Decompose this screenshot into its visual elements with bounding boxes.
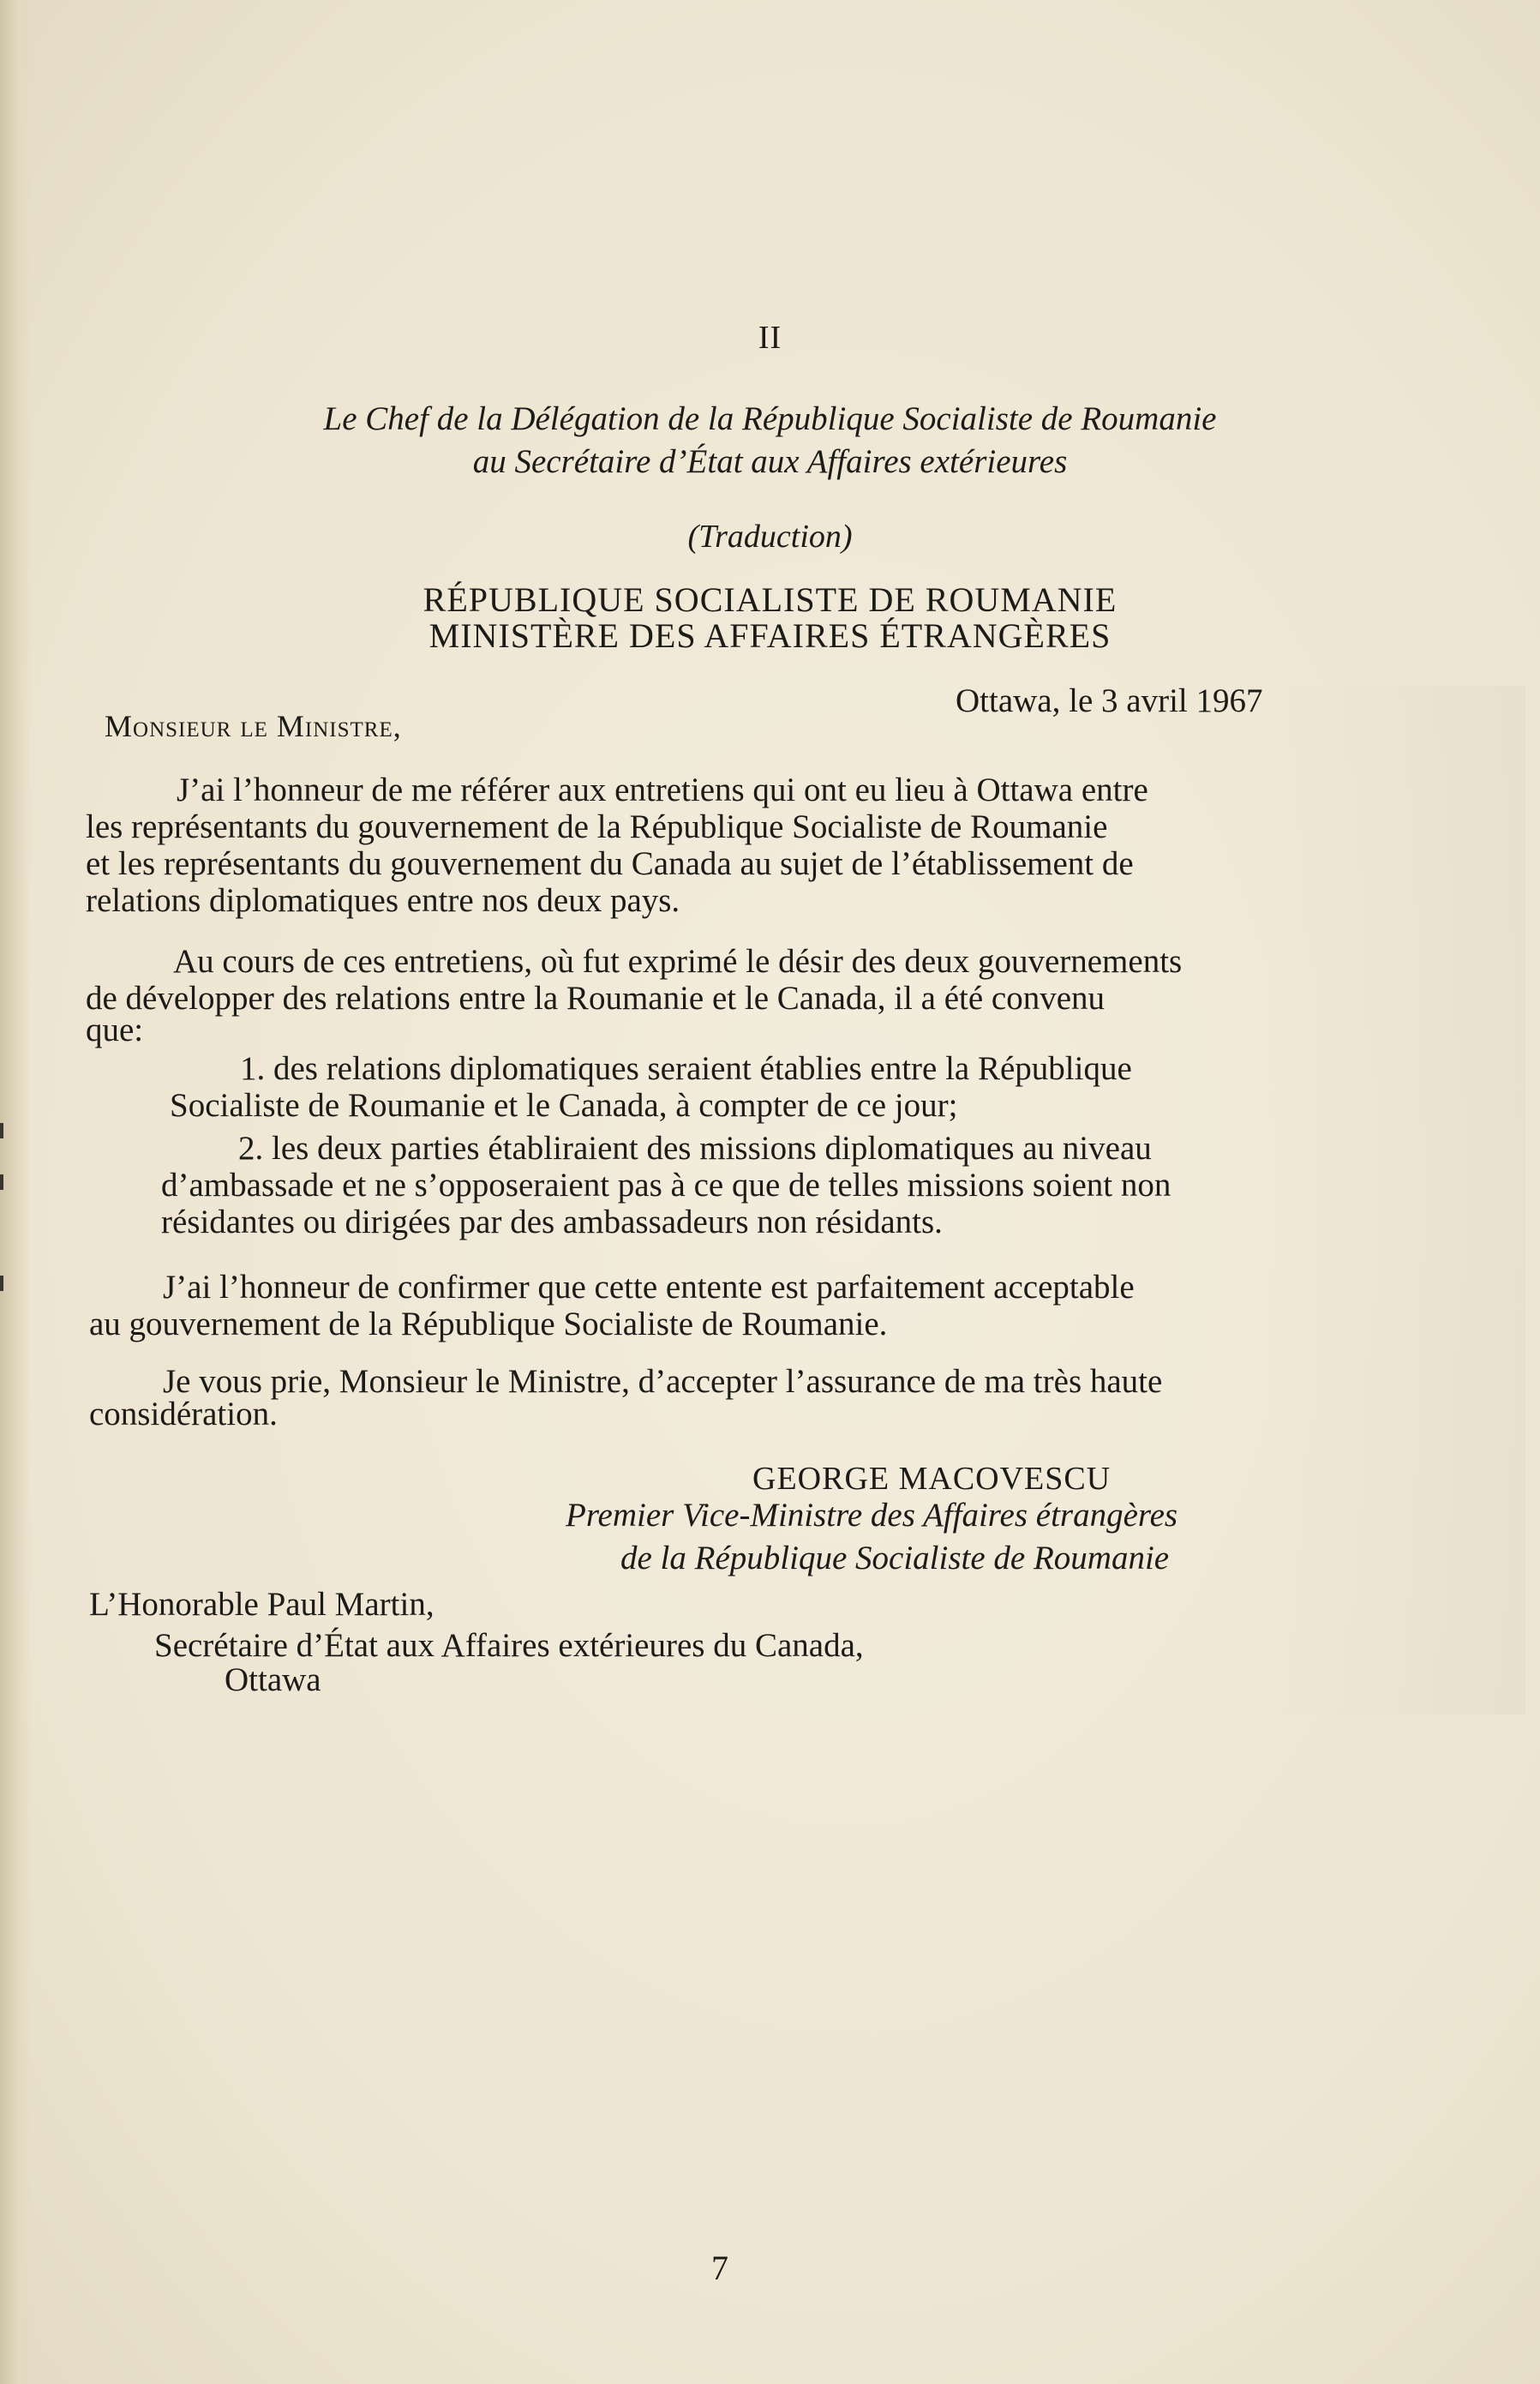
item-1-line-2: Socialiste de Roumanie et le Canada, à compter de ce jour; xyxy=(170,1087,958,1124)
paragraph-2-line-2: de développer des relations entre la Roumanie et le Canada, il a été convenu xyxy=(86,980,1106,1017)
show-through-shading xyxy=(1268,686,1525,1714)
gutter-mark xyxy=(0,1123,3,1138)
signature-name: GEORGE MACOVESCU xyxy=(752,1461,1112,1497)
paragraph-1-line-3: et les représentants du gouvernement du Canada au sujet de l’établissement de xyxy=(86,845,1134,882)
addressee-line-1: L’Honorable Paul Martin, xyxy=(89,1586,434,1623)
paragraph-1-line-4: relations diplomatiques entre nos deux pays. xyxy=(86,882,680,919)
addressee-line-3: Ottawa xyxy=(225,1661,321,1698)
item-2-line-1: 2. les deux parties établiraient des missions diplomatiques au niveau xyxy=(238,1130,1152,1167)
paragraph-3-line-1: J’ai l’honneur de confirmer que cette entente est parfaitement acceptable xyxy=(163,1269,1135,1306)
paragraph-2-line-3: que: xyxy=(86,1012,144,1048)
date-line: Ottawa, le 3 avril 1967 xyxy=(956,682,1263,719)
addressee-line-2: Secrétaire d’État aux Affaires extérieures du Canada, xyxy=(154,1627,864,1664)
paragraph-1-line-2: les représentants du gouvernement de la République Socialiste de Roumanie xyxy=(86,808,1108,845)
letterhead-line-2: MINISTÈRE DES AFFAIRES ÉTRANGÈRES xyxy=(428,616,1112,655)
translation-note: (Traduction) xyxy=(687,519,853,555)
section-number: II xyxy=(758,320,782,356)
page-number: 7 xyxy=(711,2249,728,2287)
gutter-mark xyxy=(0,1174,3,1190)
paragraph-4-line-2: considération. xyxy=(89,1396,278,1432)
item-2-line-2: d’ambassade et ne s’opposeraient pas à ce que de telles missions soient non xyxy=(161,1167,1171,1204)
salutation: Monsieur le Ministre, xyxy=(105,709,402,743)
page-gutter xyxy=(0,0,31,2384)
paragraph-1-line-1: J’ai l’honneur de me référer aux entretiens qui ont eu lieu à Ottawa entre xyxy=(177,772,1148,808)
heading-line-2: au Secrétaire d’État aux Affaires extérieures xyxy=(472,443,1068,480)
paragraph-2-line-1: Au cours de ces entretiens, où fut exprimé le désir des deux gouvernements xyxy=(173,943,1183,980)
letterhead-line-1: RÉPUBLIQUE SOCIALISTE DE ROUMANIE xyxy=(422,580,1118,619)
paragraph-3-line-2: au gouvernement de la République Socialiste de Roumanie. xyxy=(89,1306,888,1342)
gutter-mark xyxy=(0,1276,3,1291)
heading-line-1: Le Chef de la Délégation de la République Socialiste de Roumanie xyxy=(323,400,1217,437)
item-1-line-1: 1. des relations diplomatiques seraient établies entre la République xyxy=(240,1050,1132,1087)
signature-title-line-1: Premier Vice-Ministre des Affaires étrangères xyxy=(566,1497,1178,1534)
paragraph-4-line-1: Je vous prie, Monsieur le Ministre, d’accepter l’assurance de ma très haute xyxy=(163,1363,1163,1400)
signature-title-line-2: de la République Socialiste de Roumanie xyxy=(620,1540,1170,1576)
item-2-line-3: résidantes ou dirigées par des ambassadeurs non résidants. xyxy=(161,1204,943,1240)
